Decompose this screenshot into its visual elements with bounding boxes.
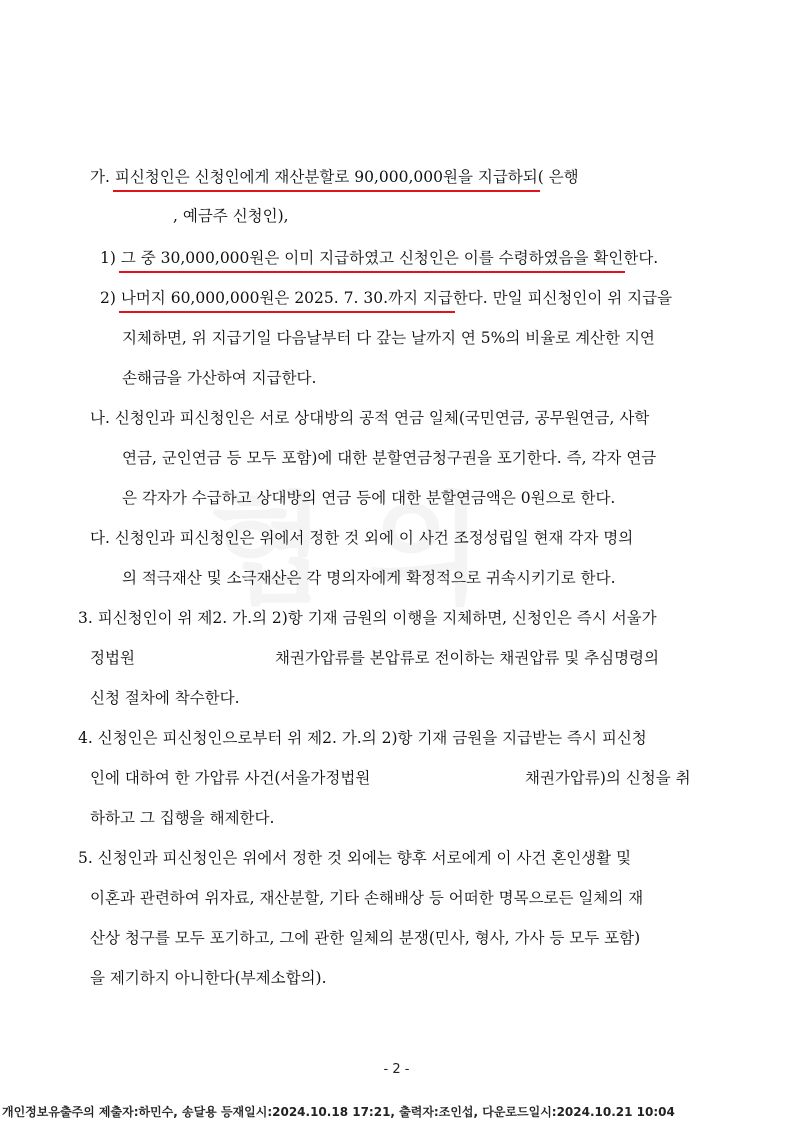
clause-da-line2: 의 적극재산 및 소극재산은 각 명의자에게 확정적으로 귀속시키기로 한다.: [122, 569, 616, 587]
item1-underlined-text: 그 중 30,000,000원은 이미 지급하였고 신청인은 이를 수령하였음을 확인: [120, 249, 624, 267]
para-5-line4: 을 제기하지 아니한다(부제소합의).: [90, 969, 327, 987]
para-3-line2a: 정법원: [90, 649, 135, 667]
clause-ga-marker: 가.: [90, 168, 110, 186]
clause-ga-line2: , 예금주 신청인),: [173, 207, 289, 225]
clause-na-line2: 연금, 군인연금 등 모두 포함)에 대한 분할연금청구권을 포기한다. 즉, 각자 연금: [122, 449, 657, 467]
clause-ga-item2-line3: 손해금을 가산하여 지급한다.: [122, 369, 317, 387]
para-5-line2: 이혼과 관련하여 위자료, 재산분할, 기타 손해배상 등 어떠한 명목으로든 일체의 재: [90, 889, 644, 907]
clause-na-line1: 나. 신청인과 피신청인은 서로 상대방의 공적 연금 일체(국민연금, 공무원연금, 사학: [90, 409, 650, 427]
print-footer: 개인정보유출주의 제출자:하민수, 송달용 등재일시:2024.10.18 17:21, 출력자:조인섭, 다운로드일시:2024.10.21 10:04: [2, 1105, 675, 1119]
para-3-line2b: 채권가압류를 본압류로 전이하는 채권압류 및 추심명령의: [275, 649, 659, 667]
clause-ga-line1: [90, 167, 579, 187]
para-4-line1: 4. 신청인은 피신청인으로부터 위 제2. 가.의 2)항 기재 금원을 지급받는 즉시 피신청: [78, 729, 647, 747]
item1-rest: 한다.: [623, 249, 659, 267]
para-4-line3: 하하고 그 집행을 해제한다.: [90, 809, 275, 827]
page-number: - 2 -: [383, 1062, 410, 1077]
para-3-line1: 3. 피신청인이 위 제2. 가.의 2)항 기재 금원의 이행을 지체하면, 신청인은 즉시 서울가: [78, 609, 657, 627]
item2-underlined-text: 나머지 60,000,000원은 2025. 7. 30.까지 지급: [120, 289, 453, 307]
para-4-line2b: 채권가압류)의 신청을 취: [525, 769, 691, 787]
clause-da-line1: 다. 신청인과 피신청인은 위에서 정한 것 외에 이 사건 조정성립일 현재 각자 명의: [90, 529, 634, 547]
clause-ga-underlined-text: 피신청인은 신청인에게 재산분할로 90,000,000원을 지급하되: [114, 168, 538, 186]
item2-marker: 2): [100, 289, 116, 307]
clause-ga-rest: ( 은행: [537, 168, 579, 186]
clause-ga-item2-line2: 지체하면, 위 지급기일 다음날부터 다 갚는 날까지 연 5%의 비율로 계산한 지연: [122, 329, 655, 347]
clause-na-line3: 은 각자가 수급하고 상대방의 연금 등에 대한 분할연금액은 0원으로 한다.: [122, 489, 616, 507]
para-5-line3: 산상 청구를 모두 포기하고, 그에 관한 일체의 분쟁(민사, 형사, 가사 등 모두 포함): [90, 929, 641, 947]
clause-ga-item1: [100, 248, 658, 268]
clause-ga-item2-line1: [100, 288, 672, 308]
item2-rest: 한다. 만일 피신청인이 위 지급을: [452, 289, 673, 307]
item1-marker: 1): [100, 249, 116, 267]
para-4-line2a: 인에 대하여 한 가압류 사건(서울가정법원: [90, 769, 371, 787]
para-3-line3: 신청 절차에 착수한다.: [90, 689, 240, 707]
para-5-line1: 5. 신청인과 피신청인은 위에서 정한 것 외에는 향후 서로에게 이 사건 혼인생활 및: [78, 849, 632, 867]
